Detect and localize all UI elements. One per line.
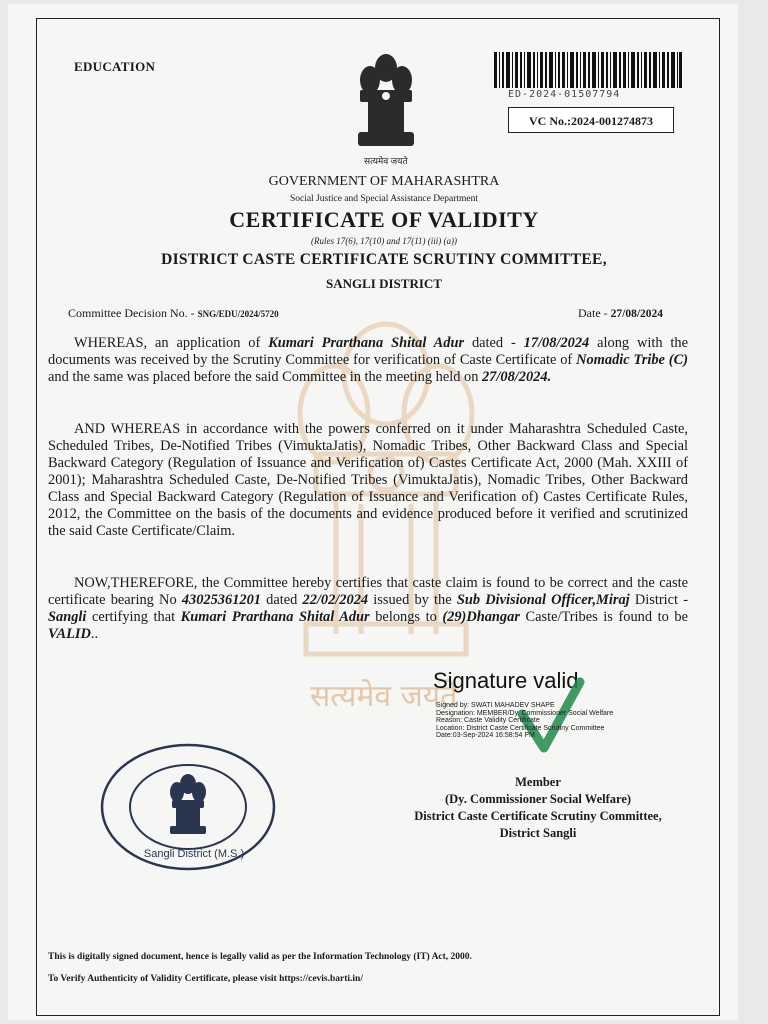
paragraph-now-therefore: NOW,THEREFORE, the Committee hereby certifies that caste claim is found to be correct and the caste certificate bearing No 43025361201 dated 22/02/2024 issued by the Sub Divisional Officer,Miraj District - Sangli certifying that Kumari Prarthana Shital Adur belongs to (29)Dhangar Caste/Tribes is found to be VALID.. bbox=[48, 575, 688, 642]
section-label: EDUCATION bbox=[74, 59, 156, 74]
barcode-icon bbox=[494, 52, 682, 88]
emblem-motto: सत्यमेव जयते bbox=[364, 156, 408, 166]
certificate-title: CERTIFICATE OF VALIDITY bbox=[229, 207, 539, 232]
decision-number: Committee Decision No. - SNG/EDU/2024/5720 bbox=[68, 306, 279, 320]
rules-reference: (Rules 17(6), 17(10) and 17(11) (iii) (a)) bbox=[310, 236, 458, 246]
barcode-number: ED-2024-01507794 bbox=[508, 89, 621, 100]
decision-date: Date - 27/08/2024 bbox=[578, 306, 664, 320]
certificate-sheet bbox=[8, 4, 738, 1020]
national-emblem-icon bbox=[350, 46, 422, 166]
signature-status: Signature valid bbox=[433, 668, 579, 693]
paragraph-whereas: WHEREAS, an application of Kumari Prarthana Shital Adur dated - 17/08/2024 along with the documents was received by the Scrutiny Committee for verification of Caste Certificate of Nomadic Tribe (C) and the same was placed before the said Committee in the meeting held on 27/08/2024. bbox=[48, 335, 689, 385]
committee-name: DISTRICT CASTE CERTIFICATE SCRUTINY COMMITTEE, bbox=[161, 251, 607, 268]
footer-verify-link[interactable]: To Verify Authenticity of Validity Certificate, please visit https://cevis.barti.in/ bbox=[48, 974, 363, 984]
vc-number-box: VC No.:2024-001274873 bbox=[508, 107, 674, 133]
seal-bottom-text: Sangli District (M.S.) bbox=[143, 848, 245, 860]
signatory-block: Member (Dy. Commissioner Social Welfare) District Caste Certificate Scrutiny Committee, District Sangli bbox=[414, 775, 662, 840]
district-name: SANGLI DISTRICT bbox=[326, 276, 442, 291]
department-name: Social Justice and Special Assistance Department bbox=[289, 194, 479, 204]
watermark-motto: सत्यमेव जयते bbox=[310, 679, 458, 714]
signature-details: Signed by: SWATI MAHADEV SHAPE Designation: MEMBER/Dy. Commissioner Social Welfare Reason: Caste Validity Certificate Location: District Caste Certificate Scrutiny Committee Date:03-Sep-2024 16:58:54 PM bbox=[436, 702, 614, 740]
footer-legal-note: This is digitally signed document, hence is legally valid as per the Information Technology (IT) Act, 2000. bbox=[48, 952, 472, 962]
government-name: GOVERNMENT OF MAHARASHTRA bbox=[268, 174, 500, 189]
paragraph-and-whereas: AND WHEREAS in accordance with the powers conferred on it under Maharashtra Scheduled Caste, Scheduled Tribes, De-Notified Tribes (VimuktaJatis), Nomadic Tribes, Other Backward Class and Special Backward Category (Regulation of Issuance and Verification of) Castes Certificate Act, 2000 (Mah. XXIII of 2001); Maharashtra Scheduled Caste, De-Notified Tribes (VimuktaJatis), Nomadic Tribes, Other Backward Class and Special Backward Category (Regulation of Issuance and Verification of) Castes Certificate Rules, 2012, the Committee on the basis of the documents and evidence produced before it verified and scrutinized the said Caste Certificate/Claim. bbox=[48, 421, 688, 539]
